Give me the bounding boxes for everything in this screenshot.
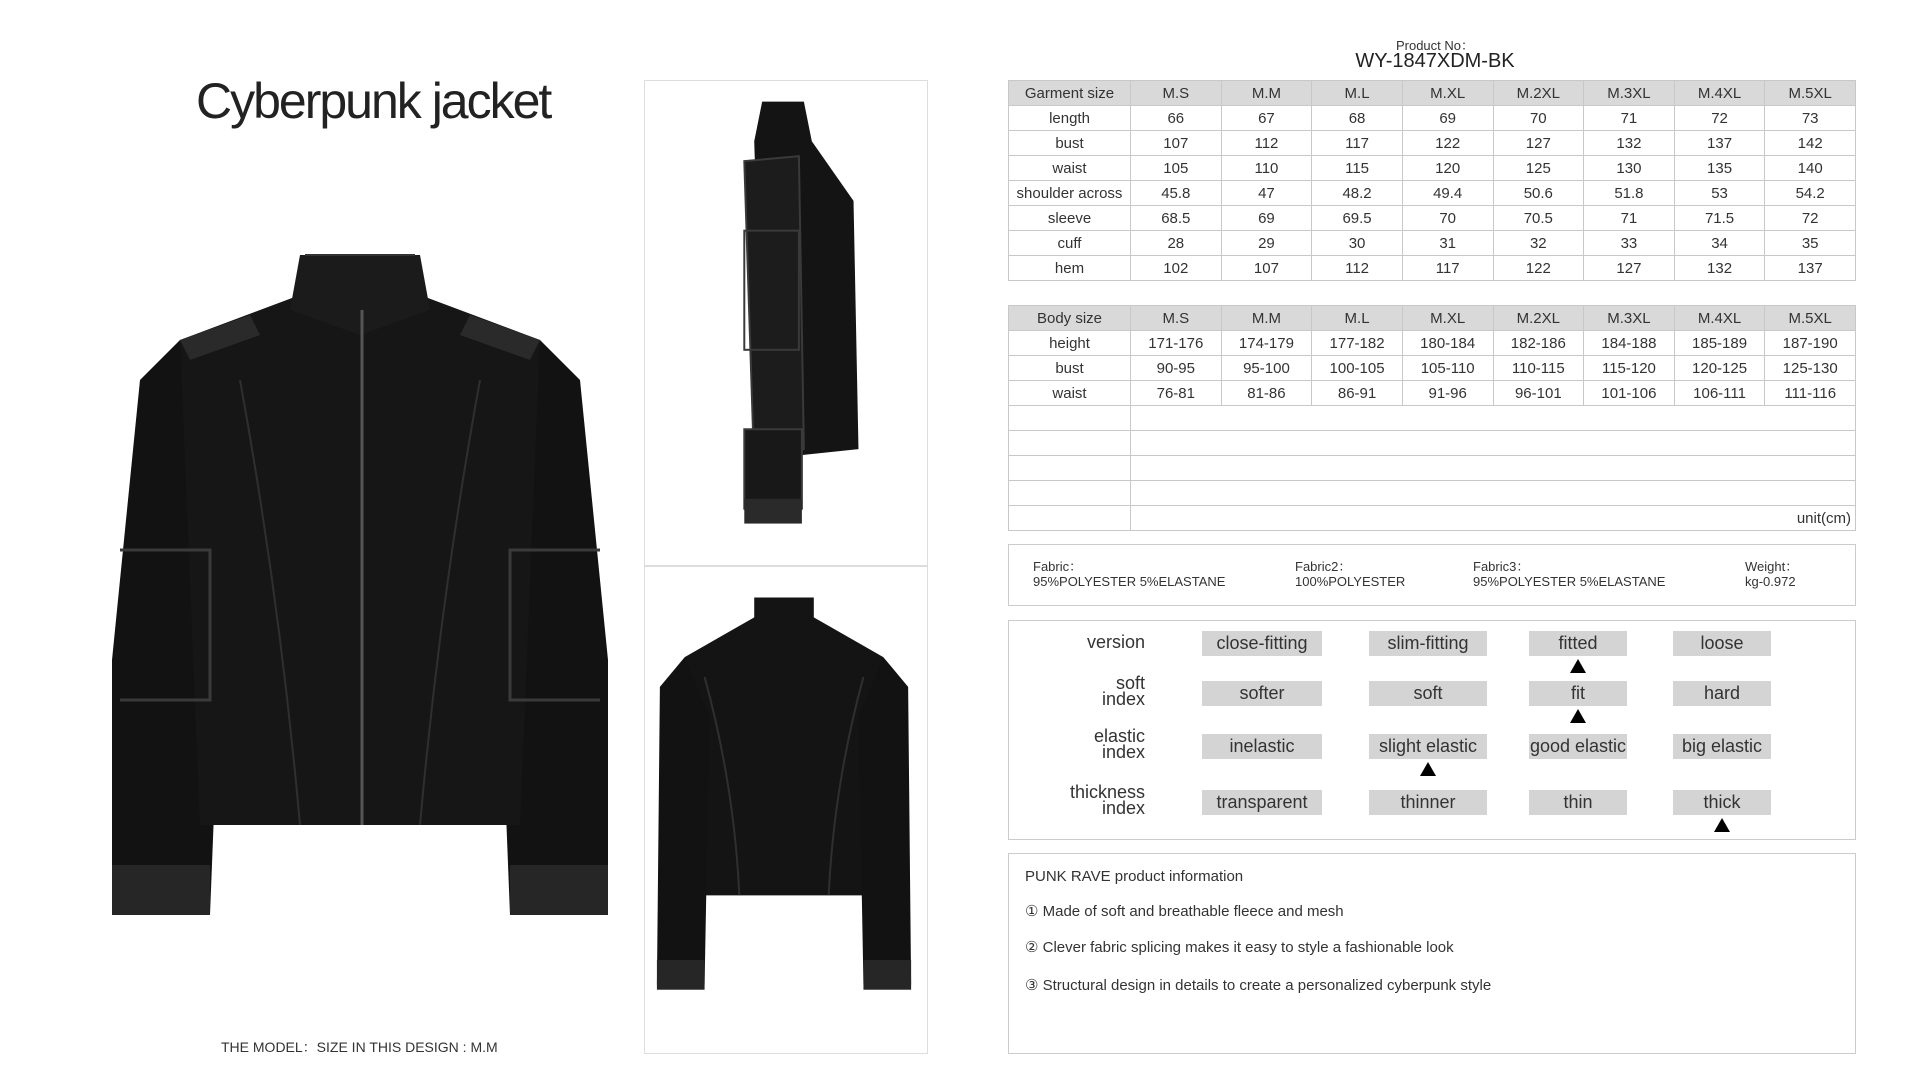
table-cell: M.4XL [1674, 81, 1765, 106]
table-cell: waist [1009, 381, 1131, 406]
fit-option: slim-fitting [1369, 631, 1487, 656]
table-cell: 132 [1584, 131, 1675, 156]
fit-option: loose [1673, 631, 1771, 656]
table-empty-row [1009, 481, 1856, 506]
table-cell: M.M [1221, 306, 1312, 331]
table-empty-row [1009, 431, 1856, 456]
table-cell: 122 [1493, 256, 1584, 281]
table-cell: 86-91 [1312, 381, 1403, 406]
table-cell: 101-106 [1584, 381, 1675, 406]
size-table [1008, 80, 1856, 531]
table-cell: 69.5 [1312, 206, 1403, 231]
table-cell: 185-189 [1674, 331, 1765, 356]
table-cell: 68 [1312, 106, 1403, 131]
table-cell: Body size [1009, 306, 1131, 331]
table-cell: 50.6 [1493, 181, 1584, 206]
fabric-label: Fabric2： [1295, 559, 1352, 574]
table-cell: 29 [1221, 231, 1312, 256]
table-cell: 125 [1493, 156, 1584, 181]
fit-option: thinner [1369, 790, 1487, 815]
table-cell: M.S [1131, 81, 1222, 106]
table-cell: 72 [1674, 106, 1765, 131]
table-cell: M.M [1221, 81, 1312, 106]
table-cell: 73 [1765, 106, 1856, 131]
table-cell: 120 [1402, 156, 1493, 181]
table-gap-row [1009, 281, 1856, 306]
info-item: ① Made of soft and breathable fleece and mesh [1025, 903, 1344, 920]
table-cell: 71 [1584, 106, 1675, 131]
fit-label-thickness: thickness index [1069, 782, 1145, 818]
table-cell: M.5XL [1765, 81, 1856, 106]
table-cell: 69 [1221, 206, 1312, 231]
table-cell: M.5XL [1765, 306, 1856, 331]
table-cell: 69 [1402, 106, 1493, 131]
table-cell: M.XL [1402, 81, 1493, 106]
fit-option: hard [1673, 681, 1771, 706]
table-cell: 106-111 [1674, 381, 1765, 406]
table-cell: cuff [1009, 231, 1131, 256]
table-cell: 105-110 [1402, 356, 1493, 381]
fit-option: inelastic [1202, 734, 1322, 759]
table-cell: 127 [1493, 131, 1584, 156]
table-cell: 115-120 [1584, 356, 1675, 381]
fit-option: fit [1529, 681, 1627, 706]
product-info [1008, 853, 1856, 1054]
table-cell: bust [1009, 356, 1131, 381]
table-cell: 174-179 [1221, 331, 1312, 356]
table-cell: M.S [1131, 306, 1222, 331]
table-cell: 47 [1221, 181, 1312, 206]
table-cell: 110 [1221, 156, 1312, 181]
fit-label-soft: soft index [1101, 673, 1145, 709]
table-cell: 112 [1312, 256, 1403, 281]
table-cell: 30 [1312, 231, 1403, 256]
table-cell: 122 [1402, 131, 1493, 156]
table-cell: 48.2 [1312, 181, 1403, 206]
table-cell: 171-176 [1131, 331, 1222, 356]
table-cell: 71.5 [1674, 206, 1765, 231]
info-item: ③ Structural design in details to create a personalized cyberpunk style [1025, 977, 1492, 994]
fit-option: slight elastic [1369, 734, 1487, 759]
table-cell: 112 [1221, 131, 1312, 156]
info-item: ② Clever fabric splicing makes it easy to style a fashionable look [1025, 939, 1454, 956]
table-cell: 117 [1312, 131, 1403, 156]
fit-option: big elastic [1673, 734, 1771, 759]
table-row [1009, 231, 1856, 256]
table-cell: 91-96 [1402, 381, 1493, 406]
fit-option: softer [1202, 681, 1322, 706]
table-cell: 68.5 [1131, 206, 1222, 231]
fit-option: thick [1673, 790, 1771, 815]
table-cell: 182-186 [1493, 331, 1584, 356]
table-cell: 125-130 [1765, 356, 1856, 381]
table-cell: length [1009, 106, 1131, 131]
fabric-value: 95%POLYESTER 5%ELASTANE [1473, 574, 1666, 589]
table-cell: M.XL [1402, 306, 1493, 331]
product-no: WY-1847XDM-BK [1355, 50, 1515, 72]
table-cell: 117 [1402, 256, 1493, 281]
table-cell: 187-190 [1765, 331, 1856, 356]
table-cell: 135 [1674, 156, 1765, 181]
fit-option: good elastic [1529, 734, 1627, 759]
table-cell: M.L [1312, 306, 1403, 331]
table-cell: 66 [1131, 106, 1222, 131]
table-row [1009, 331, 1856, 356]
table-cell: 100-105 [1312, 356, 1403, 381]
table-cell: 115 [1312, 156, 1403, 181]
table-row [1009, 206, 1856, 231]
table-cell: 31 [1402, 231, 1493, 256]
table-cell: Garment size [1009, 81, 1131, 106]
selected-marker-icon [1420, 762, 1436, 776]
table-cell: 32 [1493, 231, 1584, 256]
table-cell: 110-115 [1493, 356, 1584, 381]
product-photo-side [644, 80, 928, 566]
table-cell: 137 [1674, 131, 1765, 156]
table-row [1009, 181, 1856, 206]
table-cell: height [1009, 331, 1131, 356]
garment-size-header-row [1009, 81, 1856, 106]
table-cell: 35 [1765, 231, 1856, 256]
table-cell: hem [1009, 256, 1131, 281]
table-cell: 70.5 [1493, 206, 1584, 231]
table-cell: waist [1009, 156, 1131, 181]
table-cell: 111-116 [1765, 381, 1856, 406]
table-cell: 137 [1765, 256, 1856, 281]
table-empty-row [1009, 406, 1856, 431]
table-cell: 67 [1221, 106, 1312, 131]
table-cell: 180-184 [1402, 331, 1493, 356]
table-row [1009, 156, 1856, 181]
table-cell: 49.4 [1402, 181, 1493, 206]
fabric-2 [1295, 559, 1405, 589]
fabric-label: Fabric3： [1473, 559, 1530, 574]
fabric-value: 100%POLYESTER [1295, 574, 1406, 589]
fit-option: fitted [1529, 631, 1627, 656]
table-cell: 71 [1584, 206, 1675, 231]
fabric-1 [1033, 559, 1225, 589]
table-cell: M.3XL [1584, 306, 1675, 331]
table-cell: 107 [1221, 256, 1312, 281]
table-cell: M.2XL [1493, 81, 1584, 106]
table-empty-row [1009, 456, 1856, 481]
fit-label-elastic: elastic index [1093, 726, 1145, 762]
fit-option: close-fitting [1202, 631, 1322, 656]
fabric-info [1008, 544, 1856, 606]
table-cell: 72 [1765, 206, 1856, 231]
table-cell: 142 [1765, 131, 1856, 156]
product-no-label: Product No： [1395, 38, 1475, 53]
table-cell: 54.2 [1765, 181, 1856, 206]
fit-label-version: version [1086, 632, 1145, 652]
table-row [1009, 106, 1856, 131]
table-cell: 127 [1584, 256, 1675, 281]
table-row [1009, 256, 1856, 281]
table-cell: 107 [1131, 131, 1222, 156]
table-cell: 96-101 [1493, 381, 1584, 406]
table-cell: M.3XL [1584, 81, 1675, 106]
product-title: Cyberpunk jacket [196, 73, 551, 129]
table-cell: 177-182 [1312, 331, 1403, 356]
table-cell: 28 [1131, 231, 1222, 256]
fabric-label: Fabric： [1033, 559, 1083, 574]
fit-option: thin [1529, 790, 1627, 815]
info-title: PUNK RAVE product information [1025, 868, 1244, 885]
table-cell: M.2XL [1493, 306, 1584, 331]
table-cell: 140 [1765, 156, 1856, 181]
table-cell: 120-125 [1674, 356, 1765, 381]
unit-label: unit(cm) [1131, 506, 1856, 531]
table-cell: 102 [1131, 256, 1222, 281]
table-row [1009, 356, 1856, 381]
table-cell: 105 [1131, 156, 1222, 181]
table-cell: 95-100 [1221, 356, 1312, 381]
table-cell: M.4XL [1674, 306, 1765, 331]
table-cell: 184-188 [1584, 331, 1675, 356]
table-cell: shoulder across [1009, 181, 1131, 206]
table-unit-row [1009, 506, 1856, 531]
body-size-header-row [1009, 306, 1856, 331]
table-cell: 132 [1674, 256, 1765, 281]
table-cell: 81-86 [1221, 381, 1312, 406]
table-cell: bust [1009, 131, 1131, 156]
fabric-value: 95%POLYESTER 5%ELASTANE [1033, 574, 1226, 589]
table-cell: M.L [1312, 81, 1403, 106]
table-cell: 130 [1584, 156, 1675, 181]
selected-marker-icon [1714, 818, 1730, 832]
weight [1745, 559, 1798, 589]
table-cell: 76-81 [1131, 381, 1222, 406]
table-cell: 53 [1674, 181, 1765, 206]
fabric-3 [1473, 559, 1665, 589]
table-row [1009, 381, 1856, 406]
table-cell: 34 [1674, 231, 1765, 256]
product-photo-front [100, 240, 620, 940]
table-cell: 33 [1584, 231, 1675, 256]
table-cell: 70 [1402, 206, 1493, 231]
product-photo-back [644, 566, 928, 1054]
model-size-note: THE MODEL：SIZE IN THIS DESIGN : M.M [221, 1039, 498, 1055]
table-cell: 90-95 [1131, 356, 1222, 381]
fit-scales [1008, 620, 1856, 840]
table-cell: 45.8 [1131, 181, 1222, 206]
selected-marker-icon [1570, 659, 1586, 673]
table-cell: sleeve [1009, 206, 1131, 231]
table-cell: 51.8 [1584, 181, 1675, 206]
table-cell: 70 [1493, 106, 1584, 131]
fit-option: soft [1369, 681, 1487, 706]
selected-marker-icon [1570, 709, 1586, 723]
table-row [1009, 131, 1856, 156]
weight-value: kg-0.972 [1745, 574, 1796, 589]
weight-label: Weight： [1745, 559, 1799, 574]
fit-option: transparent [1202, 790, 1322, 815]
